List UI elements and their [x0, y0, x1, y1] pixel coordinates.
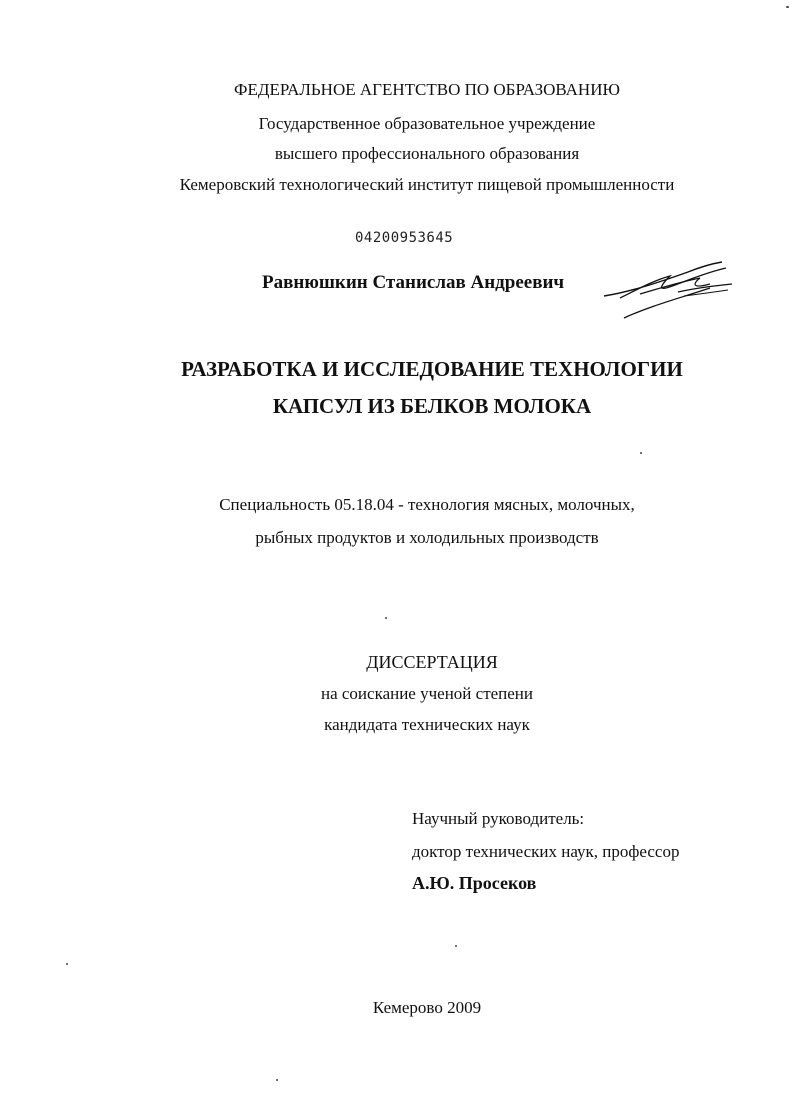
author-name: Равнюшкин Станислав Андреевич — [262, 272, 565, 293]
education-level: высшего профессионального образования — [274, 144, 580, 163]
registration-code: 04200953645 — [355, 230, 454, 246]
agency-name: ФЕДЕРАЛЬНОЕ АГЕНТСТВО ПО ОБРАЗОВАНИЮ — [234, 80, 620, 99]
scan-speck — [786, 6, 789, 8]
scan-speck — [455, 945, 457, 947]
place-and-year: Кемерово 2009 — [372, 998, 482, 1017]
specialty-line-2: рыбных продуктов и холодильных производств — [255, 528, 599, 547]
author-signature — [600, 258, 740, 322]
scan-speck — [385, 617, 387, 619]
scan-speck — [276, 1079, 278, 1081]
institute-name: Кемеровский технологический институт пищевой промышленности — [179, 175, 675, 194]
dissertation-title-line-1: РАЗРАБОТКА И ИССЛЕДОВАНИЕ ТЕХНОЛОГИИ — [181, 357, 683, 381]
degree-line-1: на соискание ученой степени — [320, 684, 534, 703]
advisor-name: А.Ю. Просеков — [412, 873, 537, 893]
degree-line-2: кандидата технических наук — [324, 715, 530, 734]
specialty-line-1: Специальность 05.18.04 - технология мясных, молочных, — [219, 495, 635, 514]
dissertation-title-line-2: КАПСУЛ ИЗ БЕЛКОВ МОЛОКА — [272, 394, 592, 418]
advisor-label: Научный руководитель: — [412, 809, 585, 828]
advisor-degree: доктор технических наук, профессор — [412, 842, 680, 861]
document-type: ДИССЕРТАЦИЯ — [366, 652, 498, 672]
institution-type: Государственное образовательное учреждение — [258, 114, 596, 133]
scan-speck — [66, 963, 68, 965]
scan-speck — [640, 452, 642, 454]
